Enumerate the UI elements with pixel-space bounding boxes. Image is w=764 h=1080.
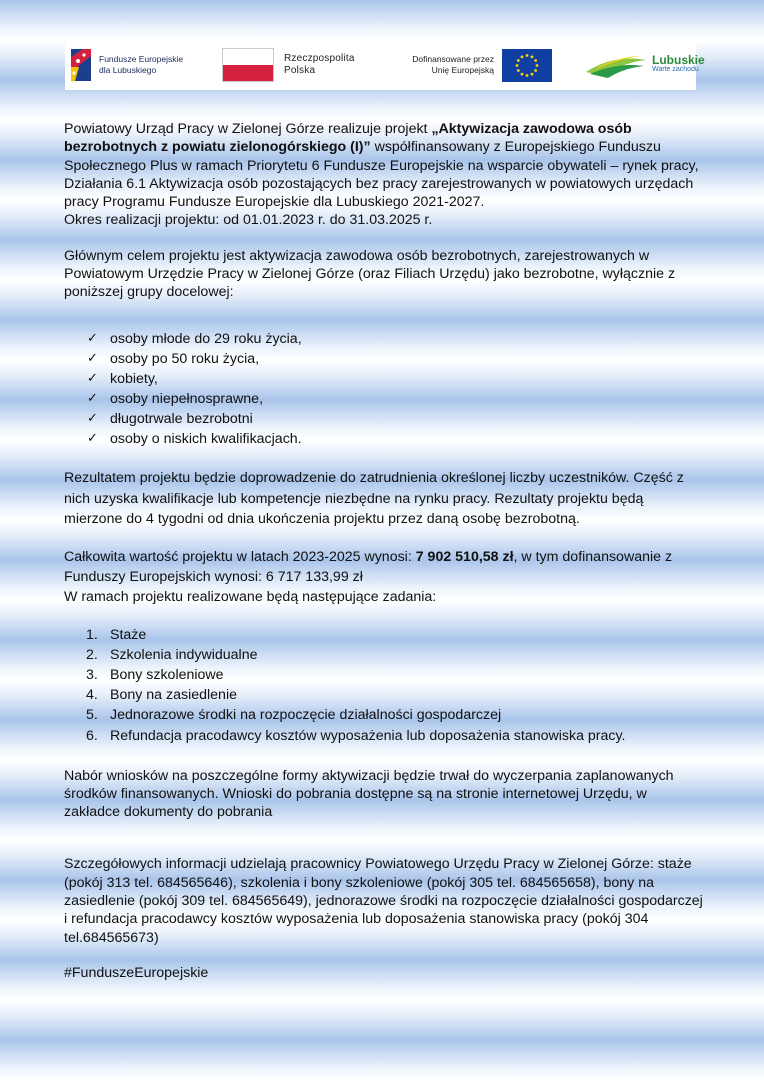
checkmark-icon: ✓	[87, 370, 98, 386]
target-group-label: osoby niepełnosprawne,	[110, 390, 264, 407]
eu-star	[521, 55, 524, 58]
task-item	[86, 726, 704, 746]
eu-star	[531, 72, 534, 75]
task-label: Refundacja pracodawcy kosztów wyposażenia lub doposażenia stanowiska pracy.	[110, 727, 626, 744]
task-label: Bony szkoleniowe	[110, 667, 224, 684]
contact-paragraph: Szczegółowych informacji udzielają pracownicy Powiatowego Urzędu Pracy w Zielonej Górze: staże (pokój 313 tel. 684565646), szkolenia i bony szkoleniowe (pokój 305 tel. 684565658), bony na zasiedlenie (pokój 309 tel. 684565649), jednorazowe środki na rozpoczęcie działalności gospodarczej i refundacja pracodawcy kosztów wyposażenia lub doposażenia stanowiska pracy (pokój 304 tel.684565673)	[64, 856, 703, 946]
task-item	[86, 625, 704, 645]
lubuskie-logo	[584, 50, 705, 80]
fundusze-europejskie-logo	[69, 47, 207, 83]
task-item	[86, 645, 704, 665]
budget-paragraph	[64, 547, 704, 588]
budget-text-2: , w tym dofinansowanie z Funduszy Europejskich wynosi: 6 717 133,99 zł	[64, 548, 673, 586]
eu-star	[536, 64, 539, 67]
target-group-item	[87, 429, 704, 449]
project-name: „Aktywizacja zawodowa osób bezrobotnych z powiatu zielonogórskiego (I)”	[64, 121, 632, 156]
fundusze-europejskie-icon	[69, 47, 93, 83]
pl-line2: Polska	[284, 65, 316, 76]
eu-star	[517, 69, 520, 72]
project-period: Okres realizacji projektu: od 01.01.2023 r. do 31.03.2025 r.	[64, 212, 433, 229]
eu-star	[526, 74, 529, 77]
recruitment-paragraph: Nabór wniosków na poszczególne formy aktywizacji będzie trwał do wyczerpania zaplanowanych środków finansowanych. Wnioski do pobrania dostępne są na stronie internetowej Urzędu, w zakładce dokumenty do pobrania	[64, 767, 674, 821]
pl-line1: Rzeczpospolita	[284, 53, 355, 64]
checkmark-icon: ✓	[87, 330, 98, 346]
lubuskie-name: Lubuskie	[652, 53, 705, 67]
task-number: 4.	[86, 687, 98, 704]
task-label: Bony na zasiedlenie	[110, 687, 237, 704]
announcement-body	[64, 120, 704, 982]
target-group-item	[87, 409, 704, 429]
target-group-label: kobiety,	[110, 370, 158, 387]
eu-star	[521, 72, 524, 75]
fe-line2: dla Lubuskiego	[99, 65, 157, 75]
task-item	[86, 685, 704, 705]
task-number: 3.	[86, 667, 98, 684]
checkmark-icon: ✓	[87, 411, 98, 427]
task-label: Szkolenia indywidualne	[110, 647, 258, 664]
tasks-list	[64, 625, 704, 746]
task-label: Jednorazowe środki na rozpoczęcie działalności gospodarczej	[110, 707, 502, 724]
intro-paragraph	[64, 120, 704, 230]
target-group-label: osoby po 50 roku życia,	[110, 350, 260, 367]
eu-star	[526, 54, 529, 57]
hashtag: #FunduszeEuropejskie	[64, 964, 209, 981]
result-paragraph: Rezultatem projektu będzie doprowadzenie do zatrudnienia określonej liczby uczestników. Część z nich uzyska kwalifikacje lub kompetencje niezbędne na rynku pracy. Rezultaty projektu będą mierzone do 4 tygodni od dnia ukończenia projektu przez daną osobę bezrobotną.	[64, 470, 684, 528]
task-number: 5.	[86, 707, 98, 724]
task-number: 1.	[86, 627, 98, 644]
target-group-item	[87, 349, 704, 369]
eu-star	[534, 59, 537, 62]
task-label: Staże	[110, 627, 147, 644]
tasks-intro: W ramach projektu realizowane będą następujące zadania:	[64, 588, 437, 605]
lubuskie-tagline: Warte zachodu	[652, 66, 699, 73]
intro-text-1: Powiatowy Urząd Pracy w Zielonej Górze realizuje projekt	[64, 121, 432, 137]
target-groups-list	[64, 329, 704, 450]
checkmark-icon: ✓	[87, 431, 98, 447]
target-group-label: długotrwale bezrobotni	[110, 411, 253, 428]
rzeczpospolita-polska-logo	[222, 48, 384, 82]
target-group-label: osoby młode do 29 roku życia,	[110, 330, 302, 347]
eu-star	[531, 55, 534, 58]
eu-star	[516, 64, 519, 67]
logo-bar	[65, 40, 705, 90]
intro-text-2: współfinansowany z Europejskiego Funduszu Społecznego Plus w ramach Priorytetu 6 Fundusze Europejskie na wsparcie obywateli – rynek pracy, Działania 6.1 Aktywizacja osób pozostających bez pracy zarejestrowanych w powiatowych urzędach pracy Programu Fundusze Europejskie dla Lubuskiego 2021-2027.	[64, 139, 699, 211]
target-group-item	[87, 389, 704, 409]
eu-logo	[392, 49, 552, 82]
target-group-item	[87, 369, 704, 389]
task-item	[86, 665, 704, 685]
eu-star	[517, 59, 520, 62]
eu-star	[534, 69, 537, 72]
goal-paragraph: Głównym celem projektu jest aktywizacja zawodowa osób bezrobotnych, zarejestrowanych w Powiatowym Urzędzie Pracy w Zielonej Górze (oraz Filiach Urzędu) jako bezrobotne, wyłącznie z poniższej grupy docelowej:	[64, 247, 676, 301]
eu-line1: Dofinansowane przez	[412, 54, 494, 64]
checkmark-icon: ✓	[87, 350, 98, 366]
budget-text-1: Całkowita wartość projektu w latach 2023-2025 wynosi:	[64, 548, 416, 565]
polish-flag-icon	[222, 48, 274, 82]
task-item	[86, 705, 704, 725]
budget-total: 7 902 510,58 zł	[415, 548, 514, 565]
eu-flag-icon	[502, 49, 552, 82]
target-group-label: osoby o niskich kwalifikacjach.	[110, 431, 302, 448]
task-number: 2.	[86, 647, 98, 664]
checkmark-icon: ✓	[87, 390, 98, 406]
task-number: 6.	[86, 727, 98, 744]
lubuskie-icon	[584, 50, 648, 80]
eu-line2: Unię Europejską	[431, 65, 494, 75]
fe-line1: Fundusze Europejskie	[99, 54, 184, 64]
target-group-item	[87, 329, 704, 349]
